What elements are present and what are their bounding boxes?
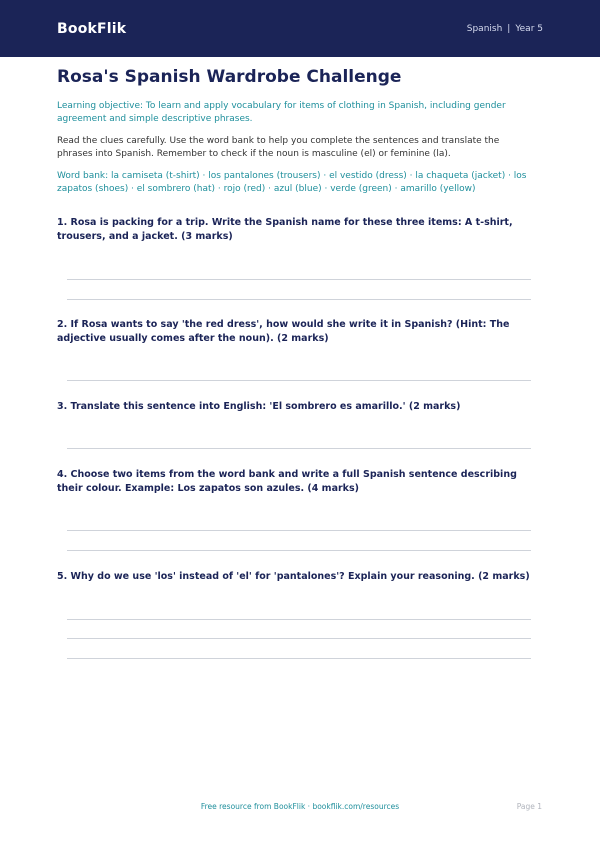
question-3 [57, 400, 537, 414]
question-text: 1. Rosa is packing for a trip. Write the Spanish name for these three items: A t-shirt, trousers, and a jacket. (3 marks) [57, 217, 513, 242]
worksheet-intro [57, 66, 532, 196]
footer-resource-link[interactable]: Free resource from BookFlik · bookflik.com/resources [200, 802, 400, 811]
page-number: Page 1 [516, 802, 542, 811]
question-4 [57, 468, 537, 496]
brand-logo: BookFlik [57, 20, 127, 37]
header-meta [467, 24, 543, 34]
question-text: 5. Why do we use 'los' instead of 'el' for 'pantalones'? Explain your reasoning. (2 marks) [57, 571, 530, 582]
question-text: 3. Translate this sentence into English: 'El sombrero es amarillo.' (2 marks) [57, 401, 461, 412]
learning-objective: Learning objective: To learn and apply vocabulary for items of clothing in Spanish, including gender agreement and simple descriptive phrases. [57, 101, 506, 124]
answer-line[interactable] [67, 550, 531, 551]
answer-line[interactable] [67, 279, 531, 280]
answer-line[interactable] [67, 658, 531, 659]
answer-line[interactable] [67, 448, 531, 449]
answer-line[interactable] [67, 299, 531, 300]
page-header [0, 0, 600, 57]
year-label: Year 5 [515, 23, 543, 34]
answer-line[interactable] [67, 638, 531, 639]
subject-label: Spanish [466, 23, 503, 34]
question-2 [57, 318, 537, 346]
worksheet-title: Rosa's Spanish Wardrobe Challenge [57, 67, 402, 87]
question-1 [57, 216, 537, 244]
question-text: 4. Choose two items from the word bank and write a full Spanish sentence describing their colour. Example: Los zapatos son azules. (4 marks) [57, 469, 517, 494]
question-5 [57, 570, 537, 584]
header-separator: | [507, 23, 511, 34]
instructions: Read the clues carefully. Use the word bank to help you complete the sentences and translate the phrases into Spanish. Remember to check if the noun is masculine (el) or feminine (la). [57, 136, 500, 159]
question-text: 2. If Rosa wants to say 'the red dress', how would she write it in Spanish? (Hint: The adjective usually comes after the noun). (2 marks) [57, 319, 510, 344]
answer-line[interactable] [67, 380, 531, 381]
answer-line[interactable] [67, 530, 531, 531]
answer-line[interactable] [67, 619, 531, 620]
word-bank: Word bank: la camiseta (t-shirt) · los pantalones (trousers) · el vestido (dress) · la chaqueta (jacket) · los zapatos (shoes) · el sombrero (hat) · rojo (red) · azul (blue) · verde (green) · amarillo (yellow) [57, 171, 527, 194]
